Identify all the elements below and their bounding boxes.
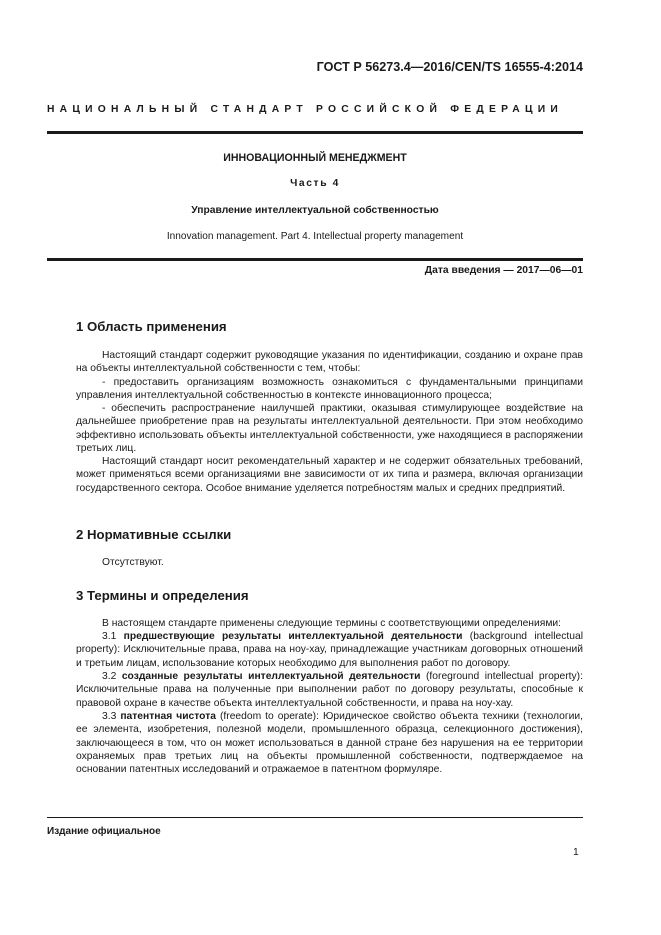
section-2-paragraph: Отсутствуют. xyxy=(102,557,164,568)
section-3-intro: В настоящем стандарте применены следующие термины с соответствующими определениями: xyxy=(102,618,562,629)
term-name: предшествующие результаты интеллектуальной деятельности xyxy=(123,631,463,642)
page-number: 1 xyxy=(573,847,579,858)
term-definition: (freedom to operate): Юридическое свойство объекта техники (технологии, ее элемента, изобретения, полезной модели, промышленного образца, селекционного достижения), заключающееся в том, что он может использоваться в данной стране без нарушения на ее территории охраняемых прав третьих лиц на объекты промышленной собственности, подтверждаемое на основании патентных исследований и отражаемое в патентном формуляре. xyxy=(76,711,583,776)
term-name: созданные результаты интеллектуальной деятельности xyxy=(121,671,421,682)
document-code: ГОСТ Р 56273.4—2016/CEN/TS 16555-4:2014 xyxy=(316,60,583,74)
section-3-heading: 3 Термины и определения xyxy=(76,588,249,603)
term-name: патентная чистота xyxy=(120,711,216,722)
term-3-1 xyxy=(76,630,583,670)
term-3-2 xyxy=(76,670,583,710)
section-2-heading: 2 Нормативные ссылки xyxy=(76,527,232,542)
footer-divider xyxy=(47,817,583,818)
term-3-3 xyxy=(76,710,583,776)
term-definition: (background intellectual property): Исключительные права, права на ноу-хау, принадлежащие участникам договорных отношений и третьим лицам, использование которых необходимо для выполнения работ по договору. xyxy=(76,631,583,669)
header-divider xyxy=(47,131,583,134)
national-standard-banner: НАЦИОНАЛЬНЫЙ СТАНДАРТ РОССИЙСКОЙ ФЕДЕРАЦИИ xyxy=(47,104,564,115)
document-title: ИННОВАЦИОННЫЙ МЕНЕДЖМЕНТ xyxy=(223,152,407,164)
official-edition-label: Издание официальное xyxy=(47,826,161,837)
term-number: 3.2 xyxy=(102,671,122,682)
title-divider xyxy=(47,258,583,261)
section-1-heading: 1 Область применения xyxy=(76,319,227,334)
section-1-bullet-2: - обеспечить распространение наилучшей практики, оказывая стимулирующее воздействие на дальнейшее приобретение прав на результаты интеллектуальной деятельности. При этом необходимо эффективно использовать объекты интеллектуальной собственности, уже находящиеся в распоряжении третьих лиц. xyxy=(76,403,583,454)
section-1-bullet-1: - предоставить организациям возможность ознакомиться с фундаментальными принципами управления интеллектуальной собственностью в контексте инновационного процесса; xyxy=(76,377,583,402)
term-number: 3.1 xyxy=(102,631,124,642)
document-subtitle: Управление интеллектуальной собственностью xyxy=(191,205,439,216)
term-number: 3.3 xyxy=(102,711,121,722)
part-label: Часть 4 xyxy=(290,178,340,189)
introduction-date: Дата введения — 2017—06—01 xyxy=(424,265,583,276)
term-definition: (foreground intellectual property): Исключительные права на полученные при выполнении работ по договору результаты, способные к правовой охране в качестве объекта интеллектуальной собственности, и права на ноу-хау. xyxy=(76,671,583,709)
section-1-paragraph: Настоящий стандарт содержит руководящие указания по идентификации, созданию и охране прав на объекты интеллектуальной собственности с тем, чтобы: xyxy=(76,350,583,375)
section-1-paragraph: Настоящий стандарт носит рекомендательный характер и не содержит обязательных требований, может применяться всеми организациями вне зависимости от их типа и размера, включая организации государственного сектора. Особое внимание уделяется потребностям малых и средних предприятий. xyxy=(76,456,583,494)
english-title: Innovation management. Part 4. Intellectual property management xyxy=(166,231,464,242)
